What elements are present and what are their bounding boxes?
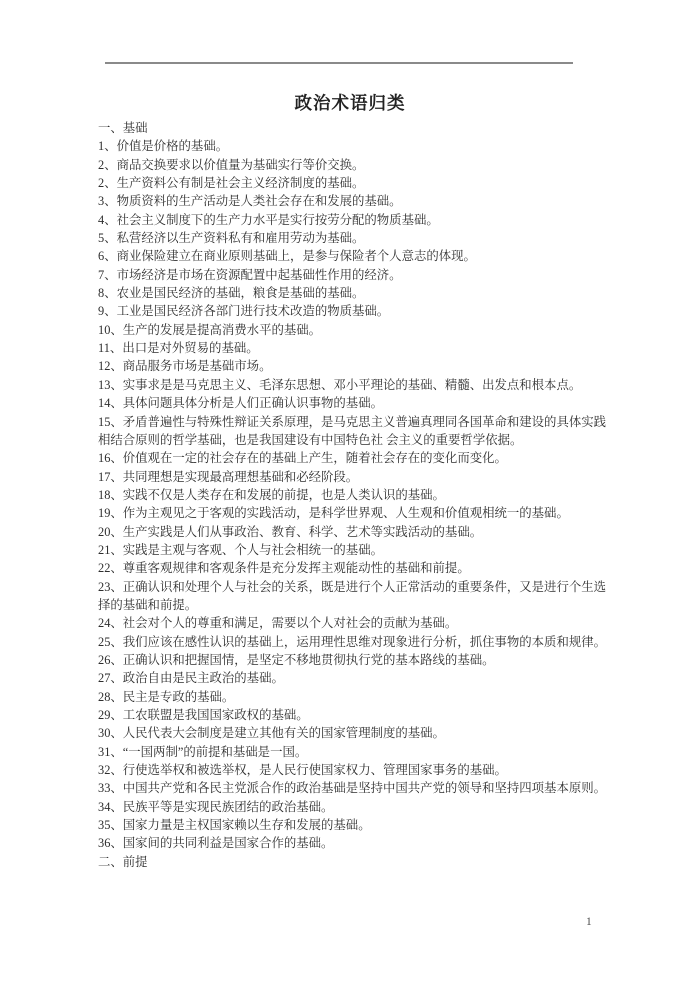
list-item: 15、矛盾普遍性与特殊性辩证关系原理，是马克思主义普遍真理同各国革命和建设的具体实践相结合原则的哲学基础，也是我国建设有中国特色社 会主义的重要哲学依据。 <box>98 414 607 447</box>
list-item: 28、民主是专政的基础。 <box>98 689 235 704</box>
list-item: 14、具体问题具体分析是人们正确认识事物的基础。 <box>98 396 383 411</box>
list-item: 36、国家间的共同利益是国家合作的基础。 <box>98 836 334 851</box>
list-item: 24、社会对个人的尊重和满足，需要以个人对社会的贡献为基础。 <box>98 616 458 631</box>
list-item: 23、正确认识和处理个人与社会的关系，既是进行个人正常活动的重要条件，又是进行个生选择的基础和前提。 <box>98 579 607 612</box>
list-item: 31、“一国两制”的前提和基础是一国。 <box>98 744 308 759</box>
list-item: 18、实践不仅是人类存在和发展的前提，也是人类认识的基础。 <box>98 487 445 502</box>
header-rule <box>105 62 573 64</box>
list-item: 20、生产实践是人们从事政治、教育、科学、艺术等实践活动的基础。 <box>98 524 483 539</box>
list-item: 27、政治自由是民主政治的基础。 <box>98 671 284 686</box>
list-item: 8、农业是国民经济的基础，粮食是基础的基础。 <box>98 286 365 301</box>
list-item: 4、社会主义制度下的生产力水平是实行按劳分配的物质基础。 <box>98 212 439 227</box>
list-item: 33、中国共产党和各民主党派合作的政治基础是坚持中国共产党的领导和坚持四项基本原则。 <box>98 781 607 796</box>
list-item: 6、商业保险建立在商业原则基础上，是参与保险者个人意志的体现。 <box>98 249 476 264</box>
list-item: 3、物质资料的生产活动是人类社会存在和发展的基础。 <box>98 194 402 209</box>
list-item: 35、国家力量是主权国家赖以生存和发展的基础。 <box>98 818 371 833</box>
section-heading-1: 二、前提 <box>98 854 148 869</box>
section-heading-0: 一、基础 <box>98 121 148 135</box>
list-item: 34、民族平等是实现民族团结的政治基础。 <box>98 799 334 814</box>
list-item: 16、价值观在一定的社会存在的基础上产生，随着社会存在的变化而变化。 <box>98 451 507 466</box>
list-item: 12、商品服务市场是基础市场。 <box>98 359 272 374</box>
list-item: 19、作为主观见之于客观的实践活动，是科学世界观、人生观和价值观相统一的基础。 <box>98 506 569 521</box>
list-item: 22、尊重客观规律和客观条件是充分发挥主观能动性的基础和前提。 <box>98 561 470 576</box>
list-item: 25、我们应该在感性认识的基础上，运用理性思维对现象进行分析，抓住事物的本质和规律。 <box>98 634 607 649</box>
list-item: 9、工业是国民经济各部门进行技术改造的物质基础。 <box>98 304 390 319</box>
list-item: 21、实践是主观与客观、个人与社会相统一的基础。 <box>98 542 383 557</box>
list-item: 13、实事求是是马克思主义、毛泽东思想、邓小平理论的基础、精髓、出发点和根本点。 <box>98 377 582 392</box>
list-item: 11、出口是对外贸易的基础。 <box>98 341 259 356</box>
list-item: 2、商品交换要求以价值量为基础实行等价交换。 <box>98 157 365 172</box>
page-number: 1 <box>586 916 592 928</box>
list-item: 17、共同理想是实现最高理想基础和必经阶段。 <box>98 469 359 484</box>
page-title: 政治术语归类 <box>294 93 406 113</box>
list-item: 2、生产资料公有制是社会主义经济制度的基础。 <box>98 176 365 191</box>
list-item: 30、人民代表大会制度是建立其他有关的国家管理制度的基础。 <box>98 726 445 741</box>
list-item: 29、工农联盟是我国国家政权的基础。 <box>98 708 309 722</box>
list-item: 26、正确认识和把握国情，是坚定不移地贯彻执行党的基本路线的基础。 <box>98 652 495 667</box>
document-body <box>98 119 612 871</box>
list-item: 7、市场经济是市场在资源配置中起基础性作用的经济。 <box>98 267 402 282</box>
list-item: 10、生产的发展是提高消费水平的基础。 <box>98 322 322 337</box>
list-item: 32、行使选举权和被选举权，是人民行使国家权力、管理国家事务的基础。 <box>98 763 507 778</box>
list-item: 1、价值是价格的基础。 <box>98 139 229 154</box>
list-item: 5、私营经济以生产资料私有和雇用劳动为基础。 <box>98 231 365 246</box>
